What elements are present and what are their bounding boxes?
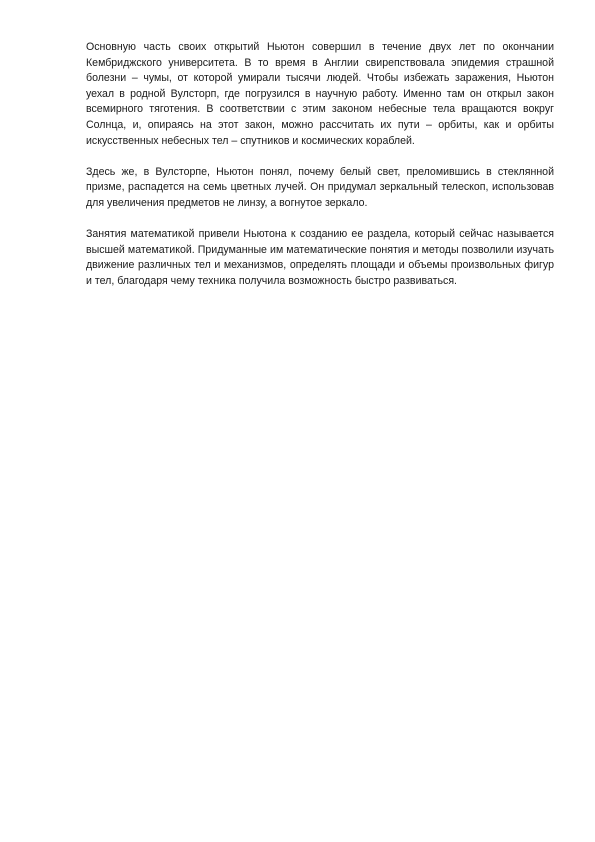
paragraph-higher-mathematics: Занятия математикой привели Ньютона к созданию ее раздела, который сейчас называется высшей математикой. Придуманные им математические понятия и методы позволили изучать движение различных тел и механизмов, определять площади и объемы произвольных фигур и тел, благодаря чему техника получила возможность быстро развиваться. [86,228,554,287]
paragraph-prism-telescope: Здесь же, в Вулсторпе, Ньютон понял, почему белый свет, преломившись в стеклянной призме, распадется на семь цветных лучей. Он придумал зеркальный телескоп, использовав для увеличения предметов не линзу, а вогнутое зеркало. [86,165,554,209]
paragraph-newton-discoveries: Основную часть своих открытий Ньютон совершил в течение двух лет по окончании Кембриджского университета. В то время в Англии свирепствовала эпидемия страшной болезни – чумы, от которой умирали тысячи людей. Чтобы избежать заражения, Ньютон уехал в родной Вулсторп, где погрузился в научную работу. Именно там он открыл закон всемирного тяготения. В соответствии с этим законом небесные тела вращаются вокруг Солнца, и, опираясь на этот закон, можно рассчитать их пути – орбиты, как и орбиты искусственных небесных тел – спутников и космических кораблей. [86,41,554,147]
document-body [86,40,554,305]
